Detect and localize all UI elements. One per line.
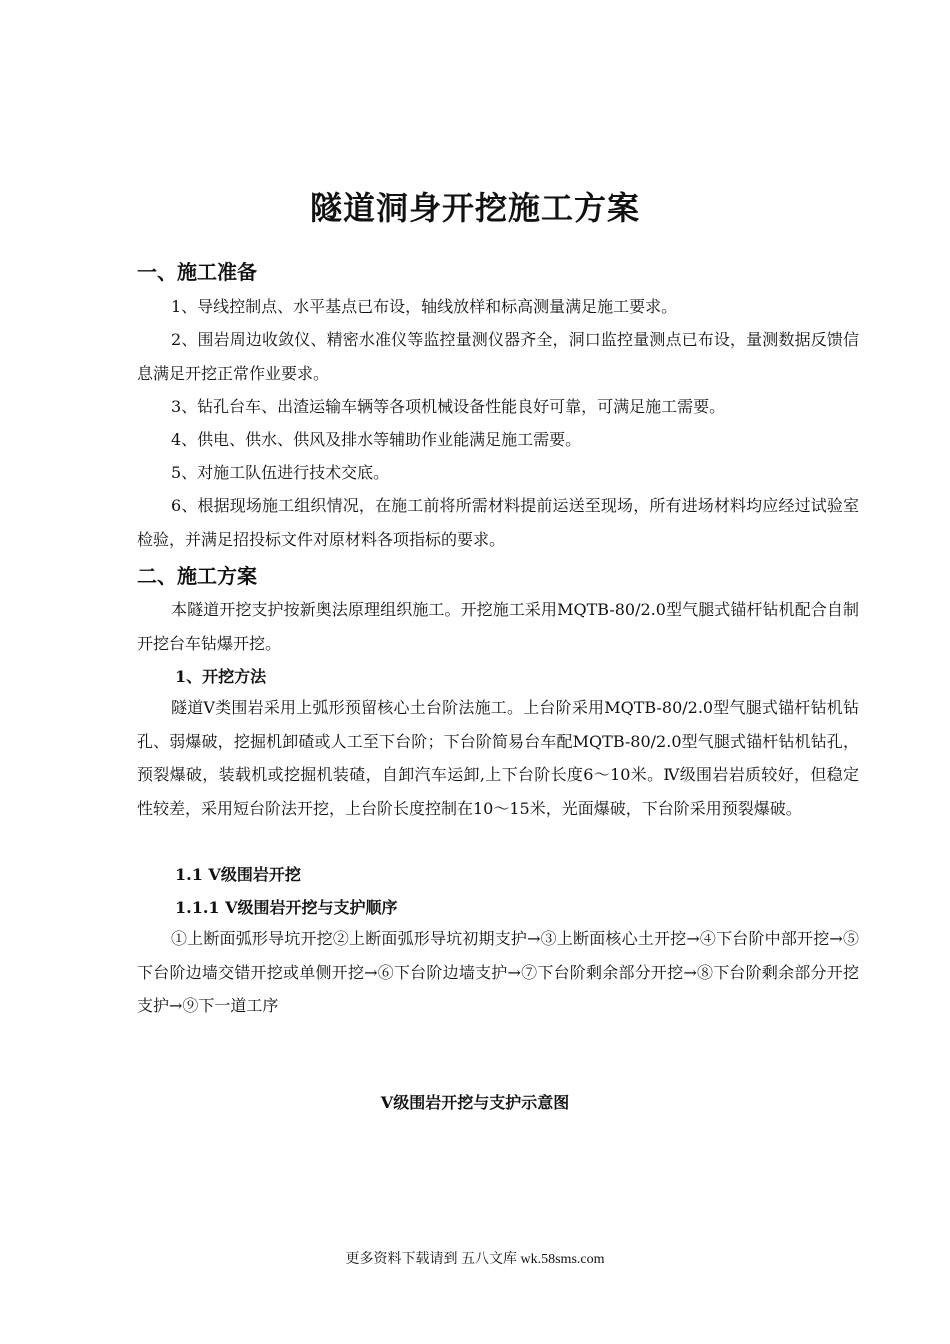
section1-heading: 一、施工准备 [137, 260, 257, 284]
sequence-text: ①上断面弧形导坑开挖②上断面弧形导坑初期支护→③上断面核心土开挖→④下台阶中部开挖→⑤下台阶边墙交错开挖或单侧开挖→⑥下台阶边墙支护→⑦下台阶剩余部分开挖→⑧下台阶剩余部分开挖支护→⑨下一道工序 [137, 929, 859, 1015]
section2-heading: 二、施工方案 [137, 564, 257, 588]
section2-intro: 本隧道开挖支护按新奥法原理组织施工。开挖施工采用MQTB-80/2.0型气腿式锚杆钻机配合自制开挖台车钻爆开挖。 [137, 600, 859, 653]
footer-text: 更多资料下载请到 五八文库 wk.58sms.com [345, 1252, 605, 1267]
section1-item-2: 2、围岩周边收敛仪、精密水准仪等监控量测仪器齐全，洞口监控量测点已布设，量测数据反馈信息满足开挖正常作业要求。 [137, 330, 859, 383]
figure-caption: Ⅴ级围岩开挖与支护示意图 [380, 1093, 570, 1112]
subsection-1-1-1-heading: 1.1.1 Ⅴ级围岩开挖与支护顺序 [175, 898, 398, 917]
page-title: 隧道洞身开挖施工方案 [309, 189, 640, 227]
method-heading: 1、开挖方法 [175, 667, 267, 686]
section1-item-1: 1、导线控制点、水平基点已布设，轴线放样和标高测量满足施工要求。 [171, 297, 678, 316]
section1-item-3: 3、钻孔台车、出渣运输车辆等各项机械设备性能良好可靠，可满足施工需要。 [171, 397, 726, 416]
section1-item-4: 4、供电、供水、供风及排水等辅助作业能满足施工需要。 [171, 430, 582, 449]
subsection-1-1-heading: 1.1 Ⅴ级围岩开挖 [175, 865, 301, 884]
section1-item-6: 6、根据现场施工组织情况，在施工前将所需材料提前运送至现场，所有进场材料均应经过试验室检验，并满足招投标文件对原材料各项指标的要求。 [137, 496, 859, 549]
section1-item-5: 5、对施工队伍进行技术交底。 [171, 463, 390, 482]
method-text: 隧道Ⅴ类围岩采用上弧形预留核心土台阶法施工。上台阶采用MQTB-80/2.0型气腿式锚杆钻机钻孔、弱爆破，挖掘机卸碴或人工至下台阶；下台阶简易台车配MQTB-80/2.0型气腿式锚杆钻机钻孔，预裂爆破，装载机或挖掘机装碴，自卸汽车运卸,上下台阶长度6～10米。Ⅳ级围岩岩质较好，但稳定性较差，采用短台阶法开挖，上台阶长度控制在10～15米，光面爆破，下台阶采用预裂爆破。 [137, 698, 859, 818]
